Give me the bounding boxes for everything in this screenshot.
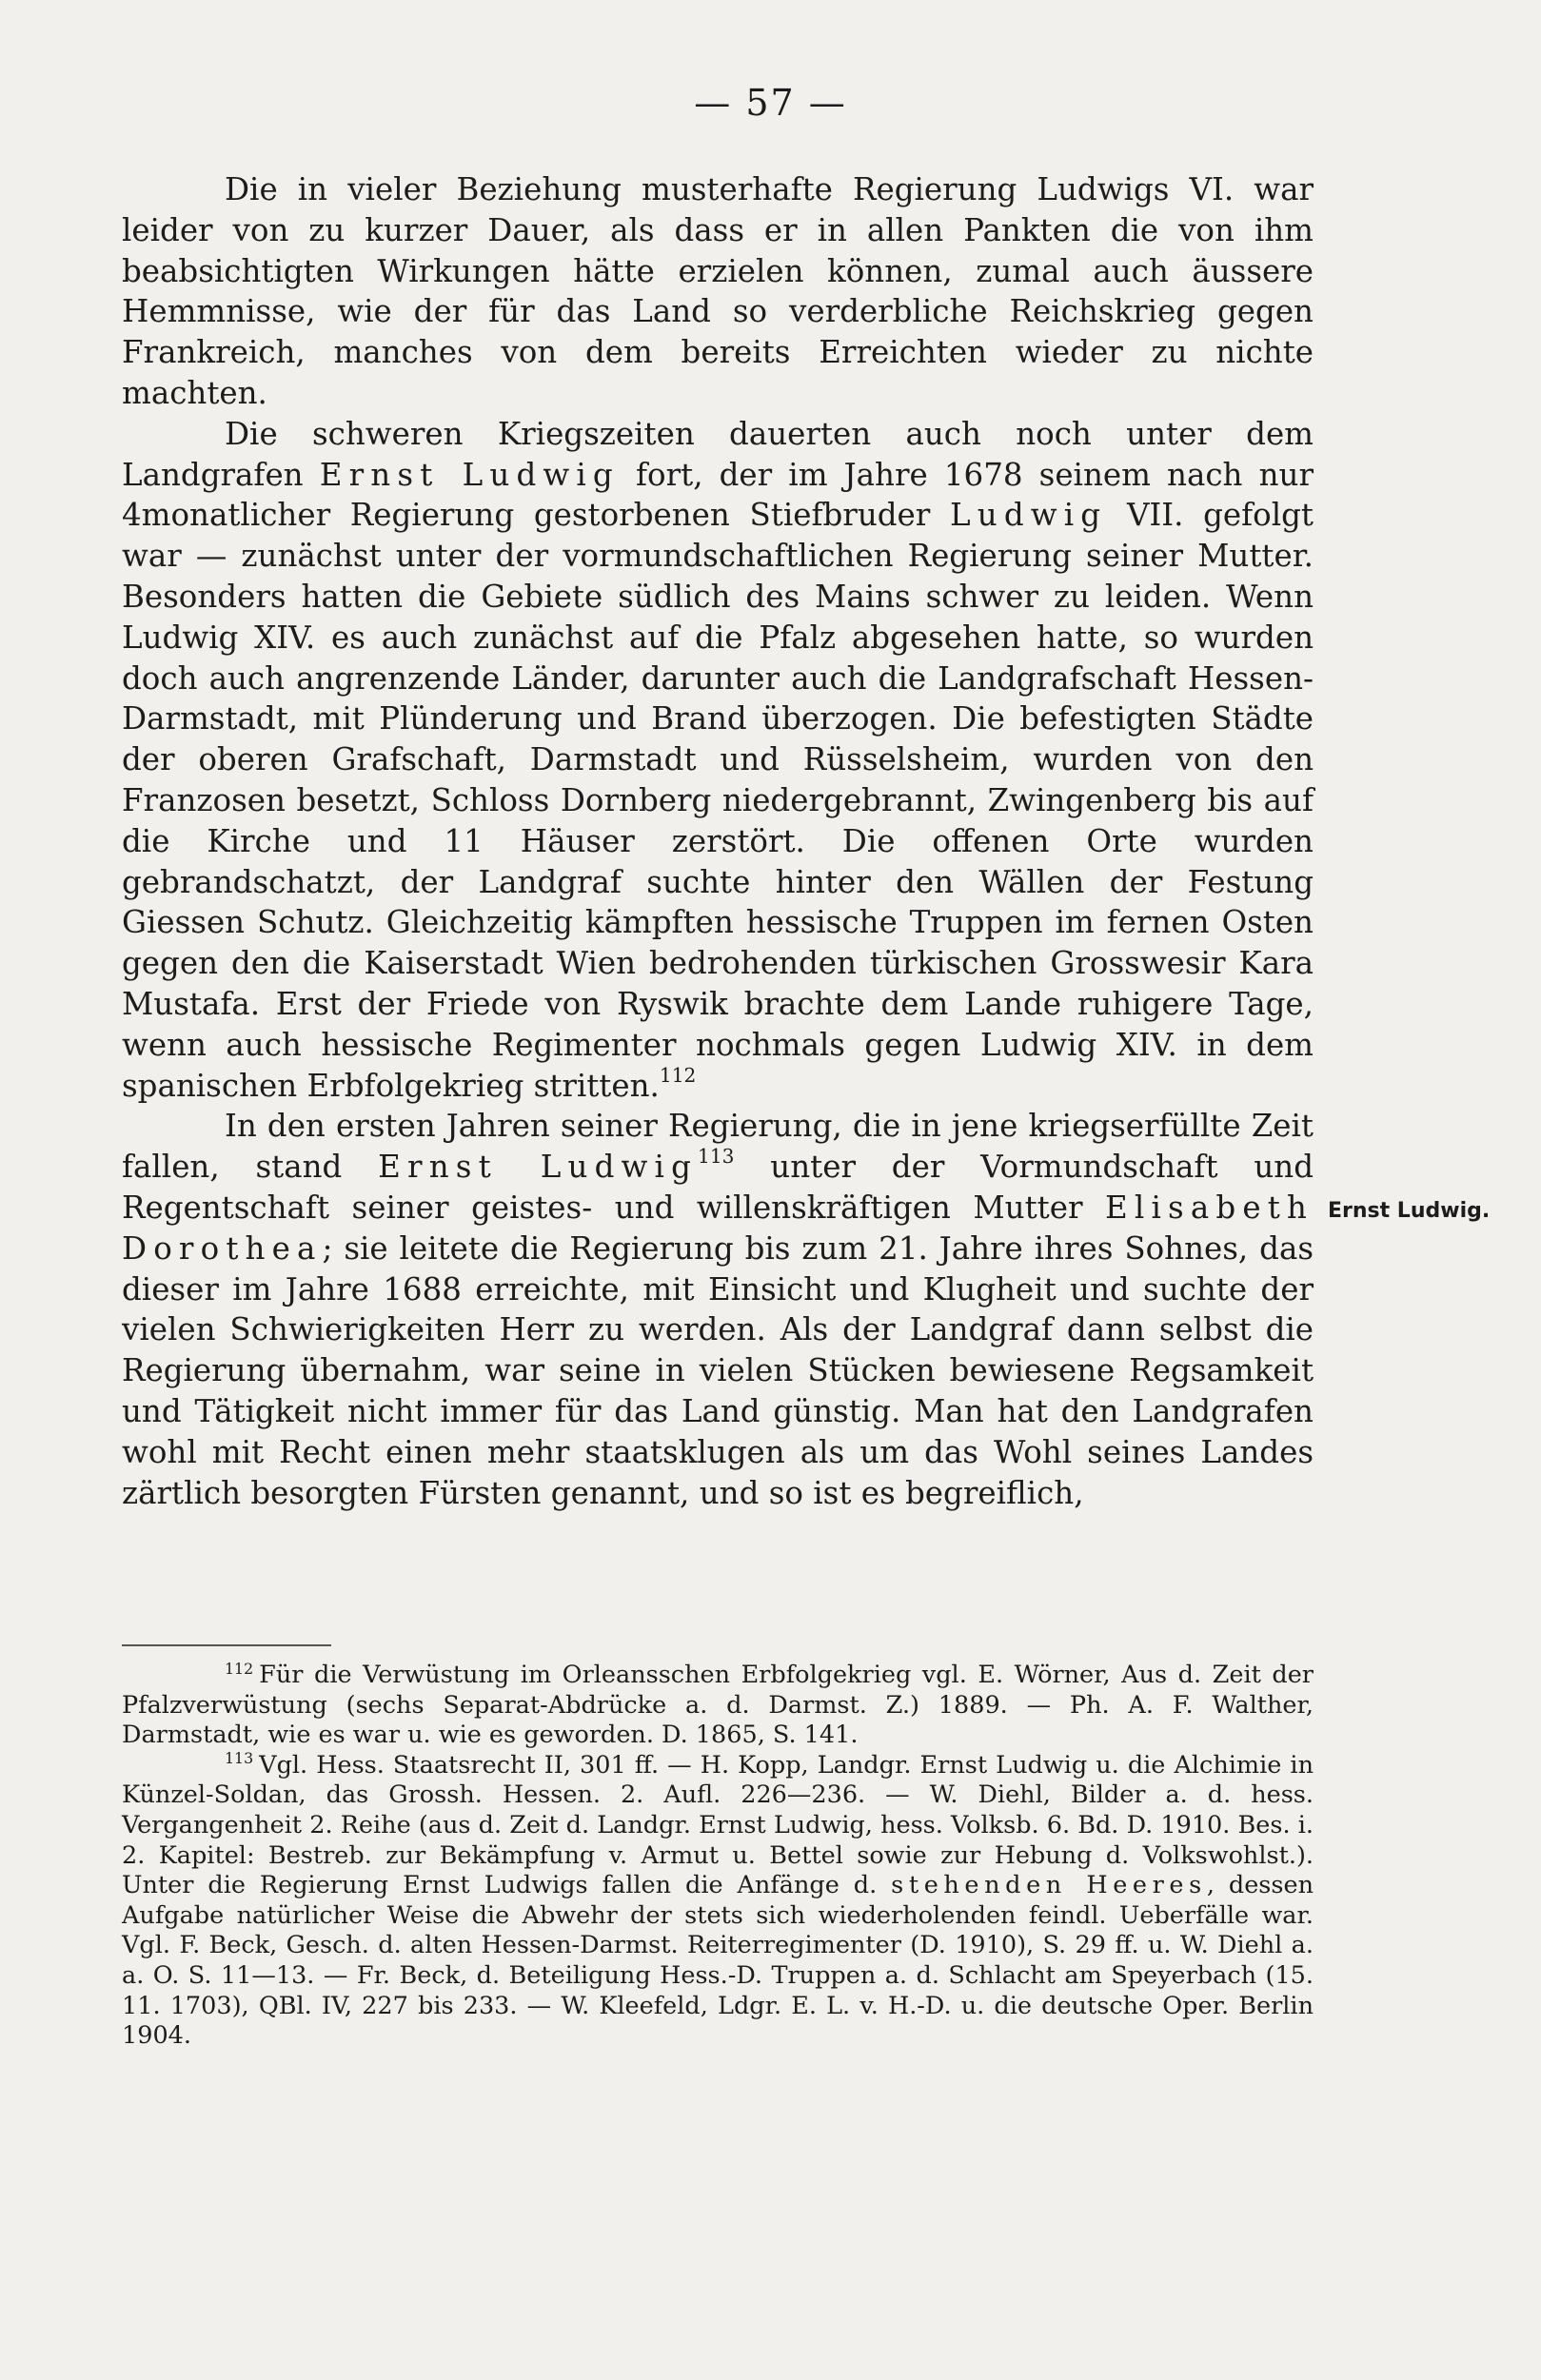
name-elisabeth-dorothea: Elisabeth Dorothea [122,1189,1314,1267]
paragraph-3 [122,1106,1314,1513]
paragraph-1: Die in vieler Beziehung musterhafte Regierung Ludwigs VI. war leider von zu kurzer Dauer, als dass er in allen Pankten die von ihm beabsichtigten Wirkungen hätte erzielen können, zumal auch äussere Hemmnisse, wie der für das Land so verderbliche Reichskrieg gegen Frankreich, manches von dem bereits Erreichten wieder zu nichte machten. [122,171,1314,411]
footnote-113-number: 113 [225,1749,254,1768]
paragraph-2-text-a: Die schweren Kriegszeiten dauerten auch noch unter dem Landgrafen [122,415,1314,493]
paragraph-2-text-b: fort, der im Jahre 1678 seinem nach nur 4monatlicher Regierung gestorbenen Stiefbruder [122,456,1314,534]
paragraph-3-text-c: ; sie leitete die Regierung bis zum 21. Jahre ihres Sohnes, das dieser im Jahre 1688 erreichte, mit Einsicht und Klugheit und suchte der vielen Schwierigkeiten Herr zu werden. Als der Landgraf dann selbst die Regierung übernahm, war seine in vielen Stücken bewiesene Regsamkeit und Tätigkeit nicht immer für das Land günstig. Man hat den Landgrafen wohl mit Recht einen mehr staatsklugen als um das Wohl seines Landes zärtlich besorgten Fürsten genannt, und so ist es begreiflich, [122,1229,1314,1511]
paragraph-2 [122,414,1314,1107]
footnote-113-text-b: , dessen Aufgabe natürlicher Weise die Abwehr der stets sich wiederholenden feindl. Ueberfälle war. Vgl. F. Beck, Gesch. d. alten Hessen-Darmst. Reiterregimenter (D. 1910), S. 29 ff. u. W. Diehl a. a. O. S. 11—13. — Fr. Beck, d. Beteiligung Hess.-D. Truppen a. d. Schlacht am Speyerbach (15. 11. 1703), QBl. IV, 227 bis 233. — W. Kleefeld, Ldgr. E. L. v. H.-D. u. die deutsche Oper. Berlin 1904. [122,1871,1314,2051]
paragraph-3-text-b: unter der Vormundschaft und Regentschaft seiner geistes- und willenskräftigen Mutter [122,1149,1314,1226]
name-ernst-ludwig: Ernst Ludwig [319,456,620,493]
footnote-ref-113: 113 [698,1145,735,1169]
footnote-113 [122,1751,1314,2052]
name-ludwig: Ludwig [950,497,1108,534]
footnote-113-spaced-term: stehenden Heeres [891,1871,1207,1900]
margin-note: Ernst Ludwig. [1328,1199,1491,1223]
footnote-112 [122,1661,1314,1751]
footnote-113-text-a: Vgl. Hess. Staatsrecht II, 301 ff. — H. Kopp, Landgr. Ernst Ludwig u. die Alchimie in Künzel-Soldan, das Grossh. Hessen. 2. Aufl. 226—236. — W. Diehl, Bilder a. d. hess. Vergangenheit 2. Reihe (aus d. Zeit d. Landgr. Ernst Ludwig, hess. Volksb. 6. Bd. D. 1910. Bes. i. 2. Kapitel: Bestreb. zur Bekämpfung v. Armut u. Bettel sowie zur Hebung d. Volkswohlst.). Unter die Regierung Ernst Ludwigs fallen die Anfänge d. [122,1750,1314,1900]
main-text [122,169,1314,1513]
footnote-divider [122,1644,331,1646]
footnotes [122,1661,1314,2052]
page-number: — 57 — [694,82,847,124]
paragraph-2-text-c: VII. gefolgt war — zunächst unter der vormundschaftlichen Regierung seiner Mutter. Besonders hatten die Gebiete südlich des Mains schwer zu leiden. Wenn Ludwig XIV. es auch zunächst auf die Pfalz abgesehen hatte, so wurden doch auch angrenzende Länder, darunter auch die Landgrafschaft Hessen-Darmstadt, mit Plünderung und Brand überzogen. Die befestigten Städte der oberen Grafschaft, Darmstadt und Rüsselsheim, wurden von den Franzosen besetzt, Schloss Dornberg niedergebrannt, Zwingenberg bis auf die Kirche und 11 Häuser zerstört. Die offenen Orte wurden gebrandschatzt, der Landgraf suchte hinter den Wällen der Festung Giessen Schutz. Gleichzeitig kämpften hessische Truppen im fernen Osten gegen den die Kaiserstadt Wien bedrohenden türkischen Grosswesir Kara Mustafa. Erst der Friede von Ryswik brachte dem Lande ruhigere Tage, wenn auch hessische Regimenter nochmals gegen Ludwig XIV. in dem spanischen Erbfolgekrieg stritten. [122,497,1314,1104]
name-ernst-ludwig-2: Ernst Ludwig [378,1149,699,1186]
footnote-112-text: Für die Verwüstung im Orleansschen Erbfolgekrieg vgl. E. Wörner, Aus d. Zeit der Pfalzverwüstung (sechs Separat-Abdrücke a. d. Darmst. Z.) 1889. — Ph. A. F. Walther, Darmstadt, wie es war u. wie es geworden. D. 1865, S. 141. [122,1661,1314,1750]
paragraph-3-text-a: In den ersten Jahren seiner Regierung, die in jene kriegserfüllte Zeit fallen, stand [122,1108,1314,1186]
footnote-112-number: 112 [225,1659,254,1678]
footnote-ref-112: 112 [659,1063,697,1087]
